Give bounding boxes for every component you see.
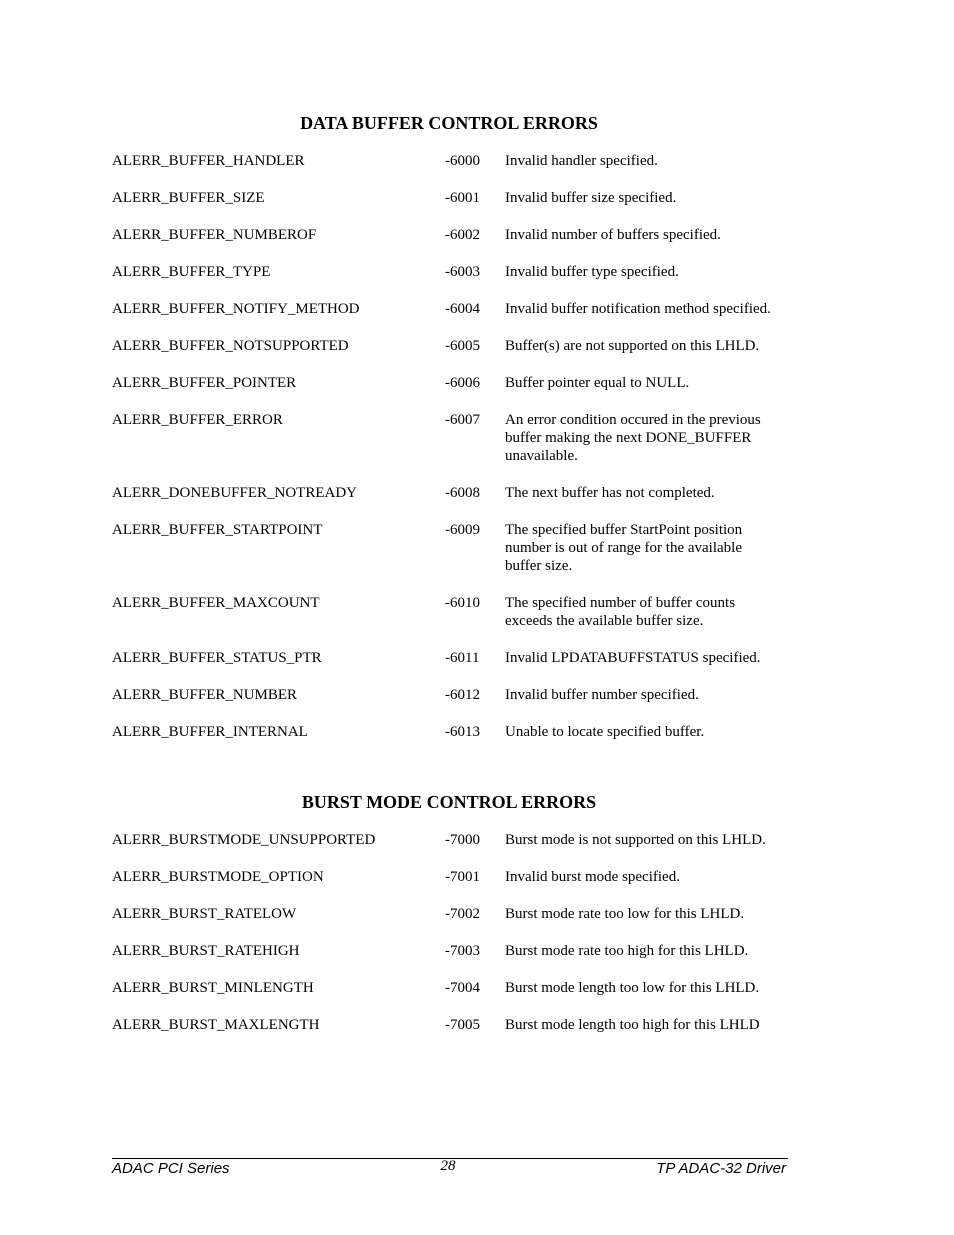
error-constant-name: ALERR_BUFFER_STARTPOINT: [112, 522, 323, 538]
error-description-line: buffer size.: [505, 558, 573, 574]
footer-driver-name: TP ADAC-32 Driver: [656, 1160, 786, 1177]
table-row: [112, 979, 792, 1016]
error-description-line: Burst mode is not supported on this LHLD.: [505, 832, 766, 848]
table-row: [112, 337, 792, 374]
table-row: [112, 374, 792, 411]
error-table-data-buffer: [112, 152, 792, 741]
error-description-line: An error condition occured in the previous: [505, 412, 761, 428]
error-description: [505, 411, 792, 484]
error-constant-name: ALERR_BUFFER_NOTSUPPORTED: [112, 338, 349, 354]
error-description: [505, 189, 792, 226]
error-description-line: Invalid burst mode specified.: [505, 869, 680, 885]
error-code: -6005: [445, 338, 480, 354]
error-constant-name: ALERR_BUFFER_NUMBEROF: [112, 227, 317, 243]
error-constant-name: ALERR_BUFFER_POINTER: [112, 375, 297, 391]
error-description: [505, 263, 792, 300]
error-description: [505, 686, 792, 723]
error-constant-name: ALERR_BUFFER_INTERNAL: [112, 724, 308, 740]
error-description: [505, 868, 792, 905]
error-constant-name: ALERR_BUFFER_HANDLER: [112, 153, 305, 169]
error-constant-name: ALERR_BURSTMODE_OPTION: [112, 869, 324, 885]
table-row: [112, 152, 792, 189]
error-description: [505, 484, 792, 521]
error-description: [505, 942, 792, 979]
error-description-line: Invalid LPDATABUFFSTATUS specified.: [505, 650, 761, 666]
error-description-line: Burst mode rate too high for this LHLD.: [505, 943, 749, 959]
error-constant-name: ALERR_BUFFER_ERROR: [112, 412, 283, 428]
error-description-line: Buffer(s) are not supported on this LHLD.: [505, 338, 760, 354]
error-description-line: Invalid buffer notification method specified.: [505, 301, 771, 317]
error-constant-name: ALERR_BURSTMODE_UNSUPPORTED: [112, 832, 376, 848]
error-constant-name: ALERR_BURST_RATELOW: [112, 906, 297, 922]
error-constant-name: ALERR_BURST_RATEHIGH: [112, 943, 300, 959]
error-code: -6007: [445, 412, 480, 428]
error-code: -6006: [445, 375, 480, 391]
table-row: [112, 521, 792, 594]
error-description-line: exceeds the available buffer size.: [505, 613, 704, 629]
error-description: [505, 594, 792, 649]
error-code: -7002: [445, 906, 480, 922]
error-description-line: The specified number of buffer counts: [505, 595, 736, 611]
error-description-line: The specified buffer StartPoint position: [505, 522, 743, 538]
page-number: 28: [440, 1158, 456, 1174]
error-code: -6008: [445, 485, 480, 501]
error-description-line: Invalid buffer number specified.: [505, 687, 699, 703]
error-description-line: unavailable.: [505, 448, 578, 464]
error-constant-name: ALERR_DONEBUFFER_NOTREADY: [112, 485, 358, 501]
table-row: [112, 831, 792, 868]
error-description-line: Burst mode length too low for this LHLD.: [505, 980, 760, 996]
error-description-line: Invalid buffer type specified.: [505, 264, 679, 280]
error-description-line: The next buffer has not completed.: [505, 485, 715, 501]
error-code: -6002: [445, 227, 480, 243]
error-constant-name: ALERR_BUFFER_STATUS_PTR: [112, 650, 322, 666]
error-constant-name: ALERR_BURST_MAXLENGTH: [112, 1017, 320, 1033]
error-description: [505, 831, 792, 868]
error-code: -6000: [445, 153, 480, 169]
error-constant-name: ALERR_BUFFER_SIZE: [112, 190, 265, 206]
error-description-line: Unable to locate specified buffer.: [505, 724, 705, 740]
error-description: [505, 337, 792, 374]
error-table-body: [112, 152, 792, 741]
error-description-line: Invalid handler specified.: [505, 153, 658, 169]
footer-series-name: ADAC PCI Series: [112, 1160, 230, 1177]
error-code: -6009: [445, 522, 480, 538]
error-code: -6003: [445, 264, 480, 280]
error-description: [505, 1016, 792, 1034]
table-row: [112, 1016, 792, 1034]
section-title-burst-mode: BURST MODE CONTROL ERRORS: [301, 792, 597, 812]
error-code: -7004: [445, 980, 480, 996]
error-code: -7000: [445, 832, 480, 848]
error-description-line: Invalid buffer size specified.: [505, 190, 677, 206]
error-code: -6013: [445, 724, 480, 740]
error-code: -7003: [445, 943, 480, 959]
table-row: [112, 189, 792, 226]
error-constant-name: ALERR_BUFFER_NOTIFY_METHOD: [112, 301, 360, 317]
error-description-line: buffer making the next DONE_BUFFER: [505, 430, 752, 446]
table-row: [112, 411, 792, 484]
error-description: [505, 979, 792, 1016]
error-code: -6004: [445, 301, 480, 317]
table-row: [112, 723, 792, 741]
error-description: [505, 521, 792, 594]
table-row: [112, 686, 792, 723]
error-description: [505, 226, 792, 263]
error-constant-name: ALERR_BUFFER_NUMBER: [112, 687, 298, 703]
table-row: [112, 484, 792, 521]
error-description: [505, 723, 792, 741]
error-table-burst-mode: [112, 831, 792, 1034]
table-row: [112, 905, 792, 942]
error-description: [505, 905, 792, 942]
error-constant-name: ALERR_BUFFER_TYPE: [112, 264, 271, 280]
table-row: [112, 649, 792, 686]
table-row: [112, 594, 792, 649]
error-description-line: Invalid number of buffers specified.: [505, 227, 721, 243]
error-description-line: number is out of range for the available: [505, 540, 742, 556]
table-row: [112, 942, 792, 979]
section-title-data-buffer: DATA BUFFER CONTROL ERRORS: [300, 113, 598, 133]
error-code: -6012: [445, 687, 480, 703]
error-description-line: Buffer pointer equal to NULL.: [505, 375, 690, 391]
error-description: [505, 300, 792, 337]
error-table-body: [112, 831, 792, 1034]
table-row: [112, 868, 792, 905]
error-description: [505, 649, 792, 686]
table-row: [112, 263, 792, 300]
error-code: -7005: [445, 1017, 480, 1033]
error-code: -6010: [445, 595, 480, 611]
error-code: -7001: [445, 869, 480, 885]
error-description-line: Burst mode rate too low for this LHLD.: [505, 906, 745, 922]
error-description: [505, 374, 792, 411]
table-row: [112, 300, 792, 337]
error-code: -6011: [445, 650, 480, 666]
error-description: [505, 152, 792, 189]
error-description-line: Burst mode length too high for this LHLD: [505, 1017, 760, 1033]
error-constant-name: ALERR_BURST_MINLENGTH: [112, 980, 314, 996]
error-code: -6001: [445, 190, 480, 206]
error-constant-name: ALERR_BUFFER_MAXCOUNT: [112, 595, 320, 611]
table-row: [112, 226, 792, 263]
